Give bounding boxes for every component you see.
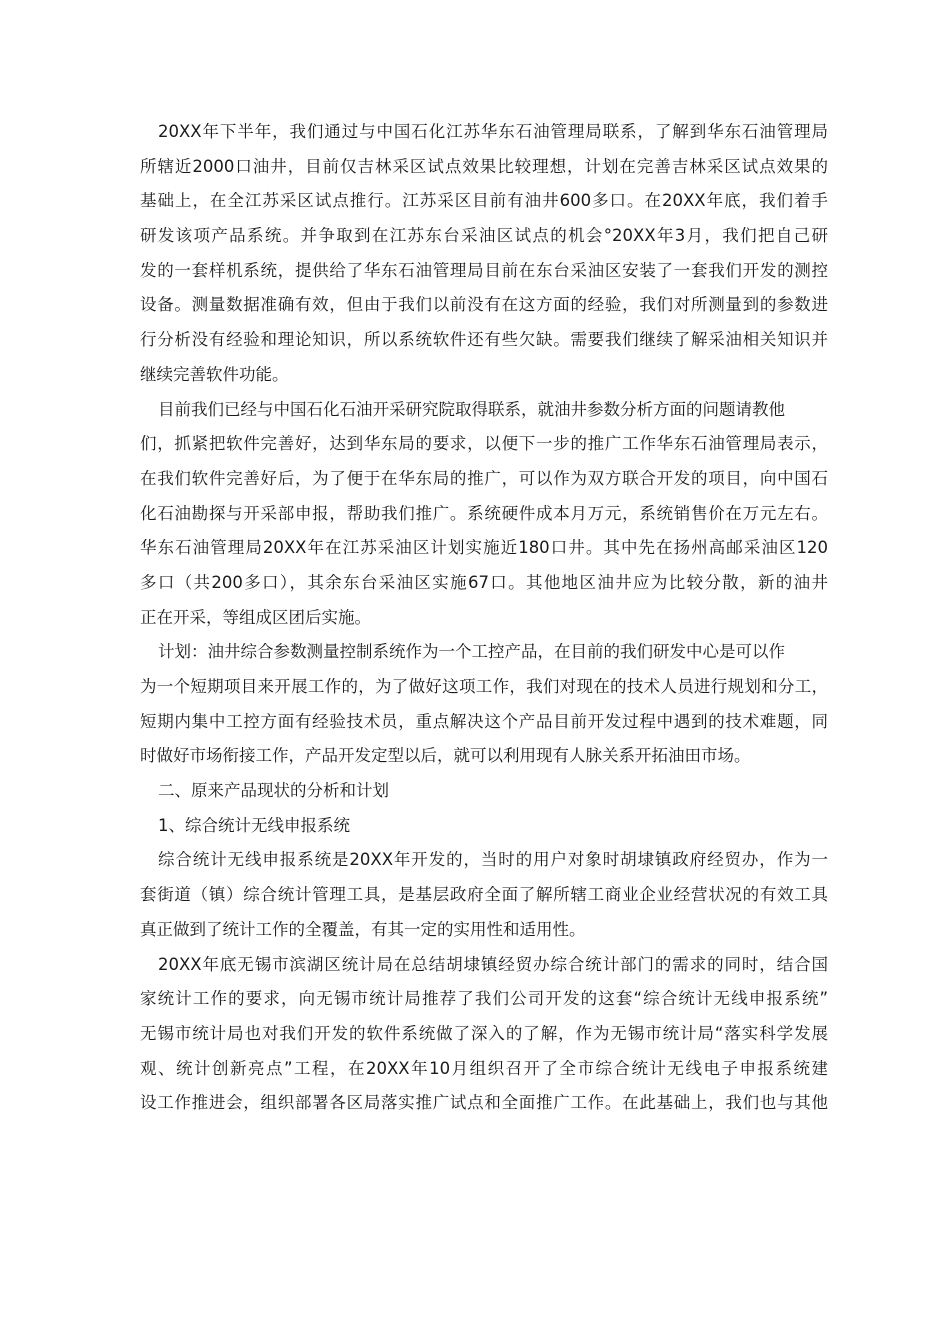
text-line: 正在开采，等组成区团后实施。: [140, 607, 371, 627]
text-line: 设工作推进会，组织部署各区局落实推广试点和全面推广工作。在此基础上，我们也与其他: [140, 1093, 828, 1113]
text-line: 二、原来产品现状的分析和计划: [158, 781, 389, 801]
section-heading-2: [140, 774, 828, 809]
text-line: 基础上，在全江苏采区试点推行。江苏采区目前有油井600多口。在20XX年底，我们着手: [140, 191, 828, 211]
text-line: 为一个短期项目来开展工作的，为了做好这项工作，我们对现在的技术人员进行规划和分工，: [140, 677, 828, 696]
text-line: 20XX年底无锡市滨湖区统计局在总结胡埭镇经贸办综合统计部门的需求的同时，结合国: [158, 954, 828, 974]
text-line: 化石油勘探与开采部申报，帮助我们推广。系统硬件成本月万元，系统销售价在万元左右。: [140, 503, 828, 523]
text-line: 们，抓紧把软件完善好，达到华东局的要求，以便下一步的推广工作华东石油管理局表示，: [140, 434, 828, 454]
paragraph-research-institute: [140, 393, 828, 636]
text-line: 短期内集中工控方面有经验技术员，重点解决这个产品目前开发过程中遇到的技术难题，同: [140, 711, 828, 731]
paragraph-system-intro: [140, 843, 828, 947]
text-line: 观、统计创新亮点”工程，在20XX年10月组织召开了全市综合统计无线电子申报系统建: [140, 1058, 828, 1078]
text-line: 无锡市统计局也对我们开发的软件系统做了深入的了解，作为无锡市统计局“落实科学发展: [140, 1023, 828, 1043]
text-line: 多口（共200多口），其余东台采油区实施67口。其他地区油井应为比较分散，新的油井: [140, 572, 828, 592]
text-line: 综合统计无线申报系统是20XX年开发的，当时的用户对象时胡埭镇政府经贸办，作为一: [158, 850, 828, 870]
text-line: 在我们软件完善好后，为了便于在华东局的推广，可以作为双方联合开发的项目，向中国石: [140, 468, 828, 488]
text-line: 真正做到了统计工作的全覆盖，有其一定的实用性和适用性。: [140, 919, 586, 939]
text-line: 1、综合统计无线申报系统: [158, 815, 350, 835]
text-line: 家统计工作的要求，向无锡市统计局推荐了我们公司开发的这套“综合统计无线申报系统”: [140, 989, 828, 1009]
text-line: 所辖近2000口油井，目前仅吉林采区试点效果比较理想，计划在完善吉林采区试点效果的: [140, 156, 828, 176]
text-line: 继续完善软件功能。: [140, 364, 289, 384]
text-line: 时做好市场衔接工作，产品开发定型以后，就可以利用现有人脉关系开拓油田市场。: [140, 746, 751, 766]
text-line: 20XX年下半年，我们通过与中国石化江苏华东石油管理局联系，了解到华东石油管理局: [158, 122, 828, 141]
text-line: 华东石油管理局20XX年在江苏采油区计划实施近180口井。其中先在扬州高邮采油区120: [140, 538, 828, 558]
text-line: 行分析没有经验和理论知识，所以系统软件还有些欠缺。需要我们继续了解采油相关知识并: [140, 330, 828, 350]
paragraph-plan: [140, 635, 828, 774]
text-line: 目前我们已经与中国石化石油开采研究院取得联系，就油井参数分析方面的问题请教他: [158, 399, 785, 419]
text-line: 套街道（镇）综合统计管理工具，是基层政府全面了解所辖工商业企业经营状况的有效工具: [140, 885, 828, 905]
subsection-heading-1: [140, 809, 828, 844]
text-line: 设备。测量数据准确有效，但由于我们以前没有在这方面的经验，我们对所测量到的参数进: [140, 295, 828, 315]
text-line: 研发该项产品系统。并争取到在江苏东台采油区试点的机会°20XX年3月，我们把自己研: [140, 226, 828, 246]
paragraph-wuxi-promotion: [140, 948, 828, 1121]
text-line: 发的一套样机系统，提供给了华东石油管理局目前在东台采油区安装了一套我们开发的测控: [140, 260, 828, 280]
paragraph-huadong-trial: [140, 115, 828, 393]
document-body: [140, 115, 828, 1121]
text-line: 计划：油井综合参数测量控制系统作为一个工控产品，在目前的我们研发中心是可以作: [158, 642, 785, 662]
